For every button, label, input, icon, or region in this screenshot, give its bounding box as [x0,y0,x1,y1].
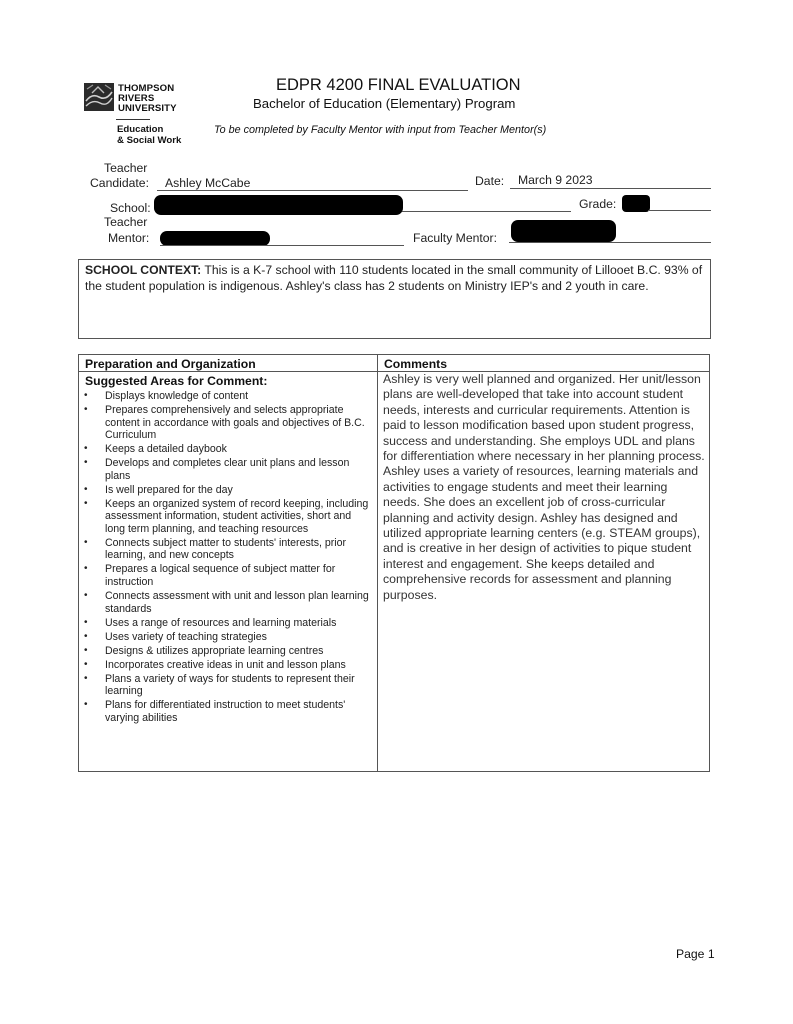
list-item: • Connects assessment with unit and lesson plan learning standards [84,590,374,615]
comments-text: Ashley is very well planned and organized. Her unit/lesson plans are well-developed that take into account student needs, interests and curricular requirements. Attention is paid to lesson modification based upon student progress, success and understanding. She employs UDL and plans for differentiation where necessary in her planning process. Ashley uses a variety of resources, learning materials and activities to engage students and meet their learning needs. She does an excellent job of cross-curricular planning and activity design. Ashley has designed and utilized appropriate learning centers (e.g. STEAM groups), and is creative in her design of activities to pique student interest and engagement. She keeps detailed and comprehensive records for assessment and planning purposes. [383,372,705,602]
list-item: • Develops and completes clear unit plans and lesson plans [84,457,374,482]
logo-divider [116,119,150,120]
school-context-body: This is a K-7 school with 110 students located in the small community of Lillooet B.C. 93% of the student population is indigenous. Ashley's class has 2 students on Ministry IEP's and 2 youth in care. [85,263,703,294]
candidate-label-line1: Teacher [104,161,148,175]
page-number: Page 1 [676,947,715,961]
list-item: • Prepares a logical sequence of subject matter for instruction [84,563,374,588]
list-item: • Displays knowledge of content [84,390,374,403]
faculty-name-line: Education [117,124,164,135]
grade-underline [648,210,711,211]
table-header-preparation: Preparation and Organization [85,357,256,371]
list-item: • Uses a range of resources and learning materials [84,617,374,630]
university-name-line: RIVERS [118,93,155,104]
faculty-mentor-label: Faculty Mentor: [413,231,497,245]
school-context-text [85,262,707,295]
faculty-mentor-redaction [511,220,616,242]
list-item: • Plans for differentiated instruction to meet students' varying abilities [84,699,374,724]
document-subtitle: Bachelor of Education (Elementary) Program [253,96,516,111]
school-context-label: SCHOOL CONTEXT: [85,263,202,277]
list-item: • Keeps a detailed daybook [84,443,374,456]
university-logo-icon [84,83,114,111]
list-item: • Incorporates creative ideas in unit and lesson plans [84,659,374,672]
grade-label: Grade: [579,197,617,211]
document-title: EDPR 4200 FINAL EVALUATION [276,76,521,94]
candidate-underline [157,190,468,191]
mentor-label-line1: Teacher [104,215,148,229]
list-item: • Plans a variety of ways for students to represent their learning [84,673,374,698]
list-item: • Is well prepared for the day [84,484,374,497]
teacher-mentor-underline [160,245,404,246]
list-item: • Prepares comprehensively and selects appropriate content in accordance with goals and objectives of B.C. Curriculum [84,404,374,442]
faculty-mentor-underline [509,242,711,243]
faculty-name-line: & Social Work [117,134,182,146]
grade-redaction [622,195,650,212]
faculty-name [117,125,181,146]
date-value: March 9 2023 [518,173,593,187]
suggested-areas-list [84,390,374,726]
date-underline [510,188,711,189]
list-item: • Designs & utilizes appropriate learning centres [84,645,374,658]
instruction-text: To be completed by Faculty Mentor with input from Teacher Mentor(s) [214,124,547,136]
university-name [118,84,177,114]
list-item: • Keeps an organized system of record keeping, including assessment information, student activities, short and long term planning, and teaching resources [84,498,374,536]
university-name-line: UNIVERSITY [118,103,177,114]
table-column-divider [377,354,378,772]
university-name-line: THOMPSON [118,83,175,94]
school-underline [402,211,571,212]
candidate-label-line2: Candidate: [90,176,149,190]
date-label: Date: [475,174,505,188]
list-item: • Uses variety of teaching strategies [84,631,374,644]
table-header-comments: Comments [384,357,447,371]
teacher-mentor-redaction [160,231,270,246]
mentor-label-line2: Mentor: [108,231,150,245]
list-item: • Connects subject matter to students' interests, prior learning, and new concepts [84,537,374,562]
school-label: School: [110,201,151,215]
suggested-areas-heading: Suggested Areas for Comment: [85,374,268,388]
school-redaction [154,195,403,215]
candidate-name-value: Ashley McCabe [165,176,251,190]
